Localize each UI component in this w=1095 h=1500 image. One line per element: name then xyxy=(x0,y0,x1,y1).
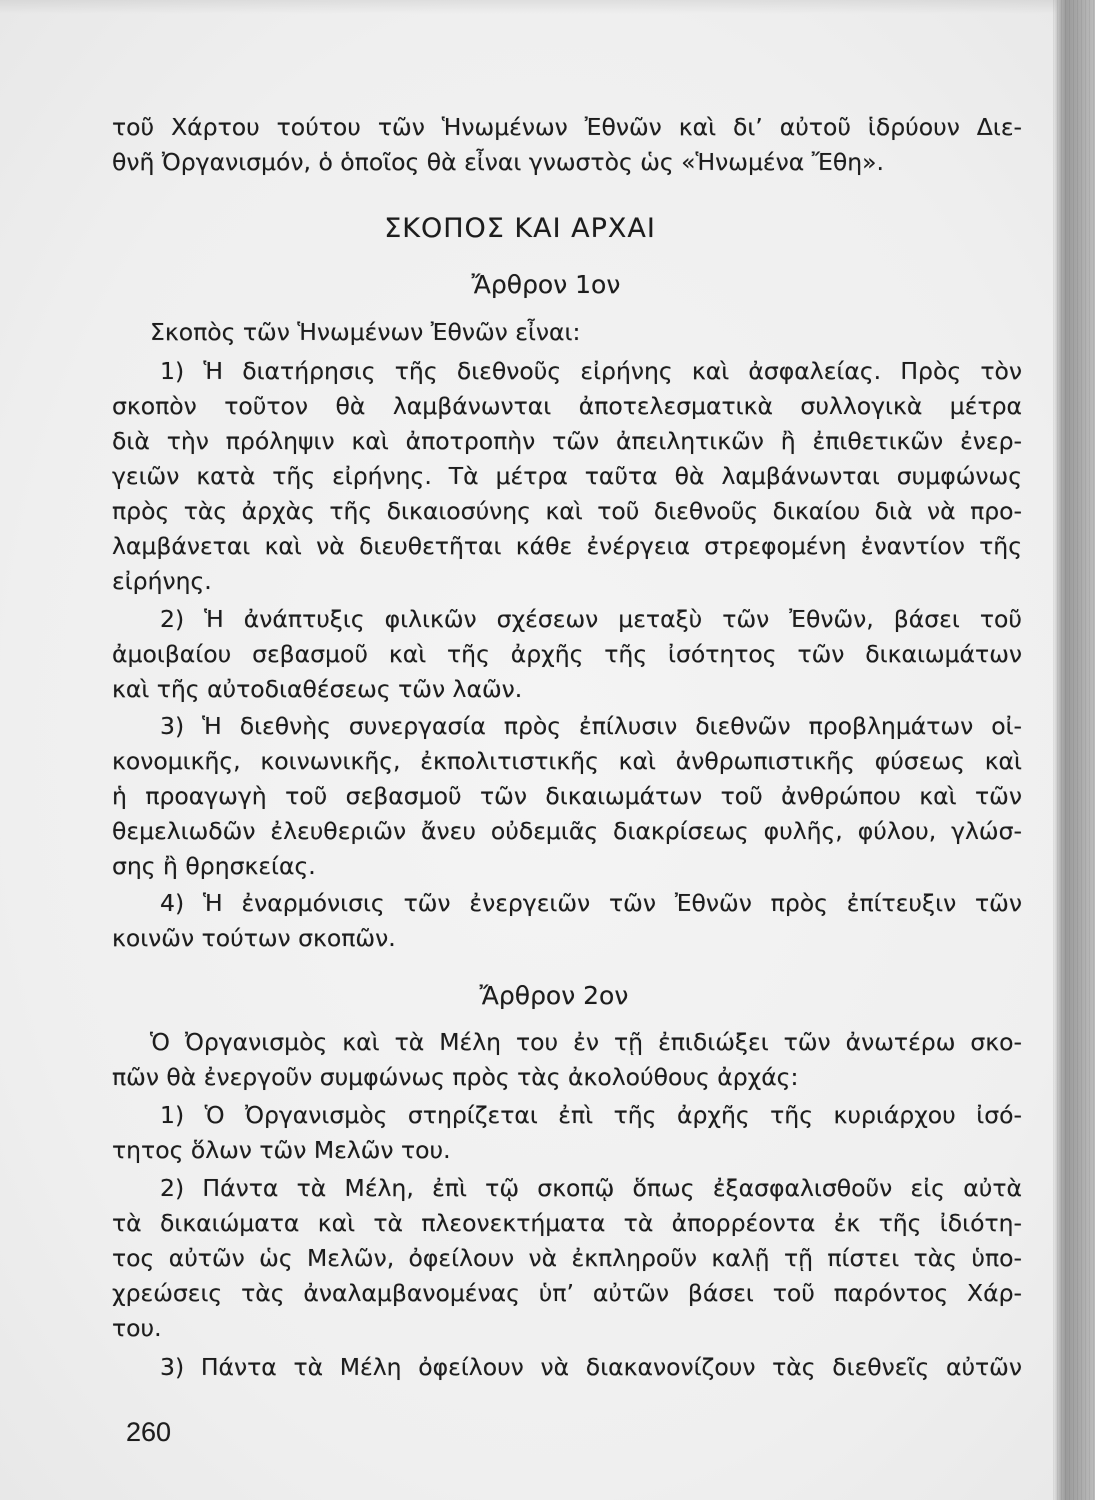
text-line: 4) Ἡ ἐναρμόνισις τῶν ἐνεργειῶν τῶν Ἐθνῶν πρὸς ἐπίτευξιν τῶν xyxy=(160,889,1022,917)
numbered-paragraph xyxy=(112,886,1022,956)
text-line: 3) Πάντα τὰ Μέλη ὀφείλουν νὰ διακανονίζουν τὰς διεθνεῖς αὐτῶν xyxy=(160,1353,1022,1381)
text-line: κοινῶν τούτων σκοπῶν. xyxy=(112,924,396,952)
article-title: Ἄρθρον 1ον xyxy=(471,270,621,299)
text-line: σκοπὸν τοῦτον θὰ λαμβάνωνται ἀποτελεσματικὰ συλλογικὰ μέτρα xyxy=(112,392,1022,420)
text-line: 1) Ὁ Ὀργανισμὸς στηρίζεται ἐπὶ τῆς ἀρχῆς τῆς κυριάρχου ἰσό- xyxy=(160,1101,1022,1129)
numbered-paragraph xyxy=(112,354,1022,599)
text-line: τος αὐτῶν ὡς Μελῶν, ὀφείλουν νὰ ἐκπληροῦν καλῇ τῇ πίστει τὰς ὑπο- xyxy=(112,1244,1022,1272)
text-line: καὶ τῆς αὐτοδιαθέσεως τῶν λαῶν. xyxy=(112,675,523,703)
text-line: Σκοπὸς τῶν Ἡνωμένων Ἐθνῶν εἶναι: xyxy=(150,318,581,346)
text-line: διὰ τὴν πρόληψιν καὶ ἀποτροπὴν τῶν ἀπειλητικῶν ἢ ἐπιθετικῶν ἐνερ- xyxy=(112,427,1022,455)
page-number: 260 xyxy=(126,1417,172,1447)
text-line: θεμελιωδῶν ἐλευθεριῶν ἄνευ οὐδεμιᾶς διακρίσεως φυλῆς, φύλου, γλώσ- xyxy=(112,817,1022,845)
scan-top-shade xyxy=(0,0,1095,14)
text-line: ἡ προαγωγὴ τοῦ σεβασμοῦ τῶν δικαιωμάτων τοῦ ἀνθρώπου καὶ τῶν xyxy=(112,782,1022,810)
text-line: 1) Ἡ διατήρησις τῆς διεθνοῦς εἰρήνης καὶ ἀσφαλείας. Πρὸς τὸν xyxy=(160,357,1022,385)
text-line: του. xyxy=(112,1314,162,1342)
text-line: πρὸς τὰς ἀρχὰς τῆς δικαιοσύνης καὶ τοῦ διεθνοῦς δικαίου διὰ νὰ προ- xyxy=(112,497,1022,525)
text-line: τοῦ Χάρτου τούτου τῶν Ἡνωμένων Ἐθνῶν καὶ δι’ αὐτοῦ ἱδρύουν Διε- xyxy=(112,113,1022,141)
text-line: τητος ὅλων τῶν Μελῶν του. xyxy=(112,1136,451,1164)
text-line: 2) Ἡ ἀνάπτυξις φιλικῶν σχέσεων μεταξὺ τῶν Ἐθνῶν, βάσει τοῦ xyxy=(160,605,1022,633)
text-line: λαμβάνεται καὶ νὰ διευθετῆται κάθε ἐνέργεια στρεφομένη ἐναντίον τῆς xyxy=(112,532,1022,560)
text-line: θνῆ Ὀργανισμόν, ὁ ὁποῖος θὰ εἶναι γνωστὸς ὡς «Ἡνωμένα Ἔθη». xyxy=(112,148,884,176)
text-line: τὰ δικαιώματα καὶ τὰ πλεονεκτήματα τὰ ἀπορρέοντα ἐκ τῆς ἰδιότη- xyxy=(112,1209,1022,1237)
numbered-paragraph xyxy=(112,1098,1022,1168)
numbered-paragraph xyxy=(112,602,1022,707)
text-line: γειῶν κατὰ τῆς εἰρήνης. Τὰ μέτρα ταῦτα θὰ λαμβάνωνται συμφώνως xyxy=(112,462,1022,490)
text-block xyxy=(112,110,1022,1385)
text-line: χρεώσεις τὰς ἀναλαμβανομένας ὑπ’ αὐτῶν βάσει τοῦ παρόντος Χάρ- xyxy=(112,1279,1022,1307)
text-line: ἀμοιβαίου σεβασμοῦ καὶ τῆς ἀρχῆς τῆς ἰσότητος τῶν δικαιωμάτων xyxy=(112,640,1022,668)
paragraph xyxy=(112,1025,1022,1095)
text-line: 3) Ἡ διεθνὴς συνεργασία πρὸς ἐπίλυσιν διεθνῶν προβλημάτων οἰ- xyxy=(160,712,1022,740)
text-line: πῶν θὰ ἐνεργοῦν συμφώνως πρὸς τὰς ἀκολούθους ἀρχάς: xyxy=(112,1063,799,1091)
page-gutter-shadow xyxy=(1053,0,1095,1500)
text-line: κονομικῆς, κοινωνικῆς, ἐκπολιτιστικῆς καὶ ἀνθρωπιστικῆς φύσεως καὶ xyxy=(112,747,1022,775)
numbered-paragraph xyxy=(112,1350,1022,1385)
numbered-paragraph xyxy=(112,709,1022,884)
paragraph xyxy=(112,315,1022,350)
text-line: σης ἢ θρησκείας. xyxy=(112,852,316,880)
section-heading: ΣΚΟΠΟΣ ΚΑΙ ΑΡΧΑΙ xyxy=(384,213,656,244)
intro-paragraph xyxy=(112,110,1022,180)
text-line: Ὁ Ὀργανισμὸς καὶ τὰ Μέλη του ἐν τῇ ἐπιδιώξει τῶν ἀνωτέρω σκο- xyxy=(150,1028,1022,1056)
numbered-paragraph xyxy=(112,1171,1022,1346)
text-line: 2) Πάντα τὰ Μέλη, ἐπὶ τῷ σκοπῷ ὅπως ἐξασφαλισθοῦν εἰς αὐτὰ xyxy=(160,1174,1022,1202)
article-title: Ἄρθρον 2ον xyxy=(479,981,629,1010)
text-line: εἰρήνης. xyxy=(112,567,212,595)
